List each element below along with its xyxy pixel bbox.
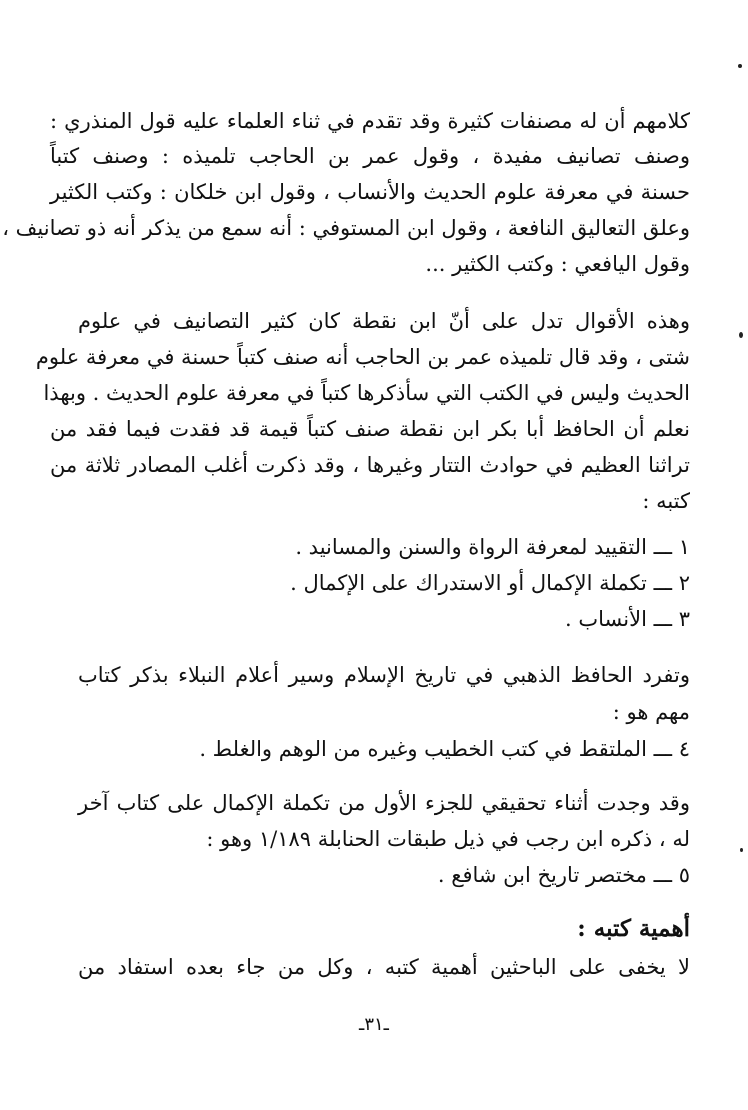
book-list-item-1: ١ ـــ التقييد لمعرفة الرواة والسنن والمسانيد . xyxy=(295,535,690,559)
paragraph-1-line-2: وصنف تصانيف مفيدة ، وقول عمر بن الحاجب تلميذه : وصنف كتباً xyxy=(50,144,690,168)
paragraph-3-line-1: وتفرد الحافظ الذهبي في تاريخ الإسلام وسير أعلام النبلاء بذكر كتاب xyxy=(78,663,690,687)
page-number: ـ٣١ـ xyxy=(359,1014,389,1035)
book-list-item-5: ٥ ـــ مختصر تاريخ ابن شافع . xyxy=(437,863,690,887)
paragraph-2-line-2: شتى ، وقد قال تلميذه عمر بن الحاجب أنه صنف كتباً حسنة في معرفة علوم xyxy=(35,345,690,369)
paragraph-4-line-1: وقد وجدت أثناء تحقيقي للجزء الأول من تكملة الإكمال على كتاب آخر xyxy=(78,791,690,815)
paragraph-1-line-4: وعلق التعاليق النافعة ، وقول ابن المستوفي : أنه سمع من يذكر أنه ذو تصانيف ، xyxy=(2,216,690,240)
paragraph-1-line-1: كلامهم أن له مصنفات كثيرة وقد تقدم في ثناء العلماء عليه قول المنذري : xyxy=(50,109,690,133)
paragraph-2-line-1: وهذه الأقوال تدل على أنّ ابن نقطة كان كثير التصانيف في علوم xyxy=(78,309,690,333)
book-list-item-4: ٤ ـــ الملتقط في كتب الخطيب وغيره من الوهم والغلط . xyxy=(199,737,690,761)
paragraph-5-line-1: لا يخفى على الباحثين أهمية كتبه ، وكل من جاء بعده استفاد من xyxy=(78,955,690,979)
book-list-item-2: ٢ ـــ تكملة الإكمال أو الاستدراك على الإكمال . xyxy=(290,571,690,595)
paragraph-2-line-6: كتبه : xyxy=(642,489,690,513)
scan-speck xyxy=(738,64,742,68)
paragraph-4-line-2: له ، ذكره ابن رجب في ذيل طبقات الحنابلة ١/١٨٩ وهو : xyxy=(206,827,690,851)
paragraph-1-line-3: حسنة في معرفة علوم الحديث والأنساب ، وقول ابن خلكان : وكتب الكثير xyxy=(50,180,690,204)
paragraph-2-line-4: نعلم أن الحافظ أبا بكر ابن نقطة صنف كتباً قيمة قد فقدت فيما فقد من xyxy=(50,417,690,441)
paragraph-2-line-5: تراثنا العظيم في حوادث التتار وغيرها ، وقد ذكرت أغلب المصادر ثلاثة من xyxy=(50,453,690,477)
book-list-item-3: ٣ ـــ الأنساب . xyxy=(565,607,690,631)
paragraph-1-line-5: وقول اليافعي : وكتب الكثير ... xyxy=(425,252,690,276)
paragraph-2-line-3: الحديث وليس في الكتب التي سأذكرها كتباً في معرفة علوم الحديث . وبهذا xyxy=(43,381,690,405)
scan-speck xyxy=(739,332,743,338)
section-heading: أهمية كتبه : xyxy=(577,915,690,942)
scan-speck xyxy=(740,848,743,852)
paragraph-3-line-2: مهم هو : xyxy=(612,700,690,724)
